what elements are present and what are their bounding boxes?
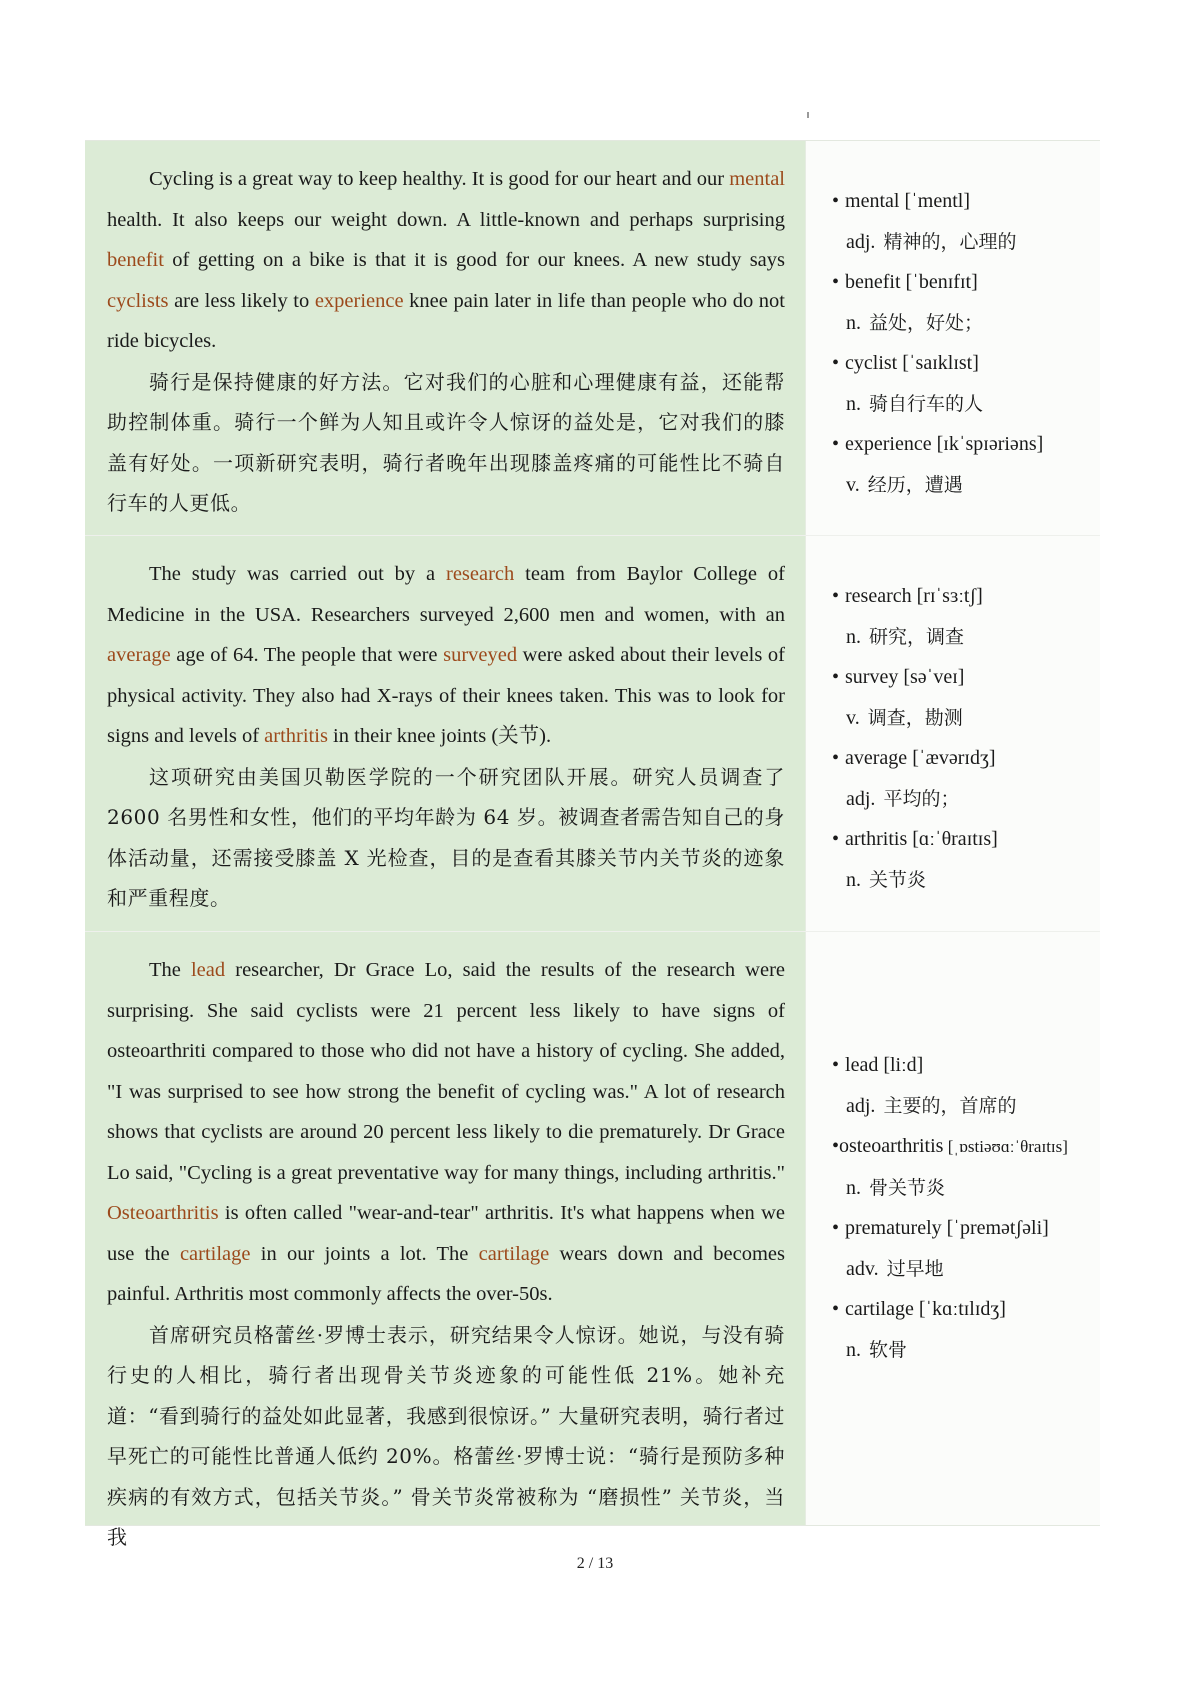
vocab-definition (832, 617, 1090, 658)
vocab-word (832, 1208, 1090, 1249)
vocab-headword: arthritis (845, 828, 908, 850)
section-row (85, 932, 1100, 1549)
vocab-phonetic: [ɪkˈspɪəriəns] (931, 433, 1044, 455)
vocab-phonetic: [rɪˈsɜːtʃ] (911, 585, 983, 607)
chinese-meaning: 调查，勘测 (867, 706, 963, 729)
bullet-icon: • (832, 828, 840, 850)
text-run: wears down and becomes painful. Arthritis most commonly affects the over-50s. (107, 1242, 786, 1305)
vocab-phonetic: [ˈpremətʃəli] (941, 1217, 1049, 1239)
vocab-headword: prematurely (845, 1217, 942, 1239)
highlighted-word: surveyed (443, 644, 518, 666)
bullet-icon: • (832, 666, 840, 688)
bullet-icon: • (832, 433, 840, 455)
text-run: of getting on a bike is that it is good for our knees. A new study says (163, 249, 785, 271)
part-of-speech: adv. (846, 1257, 879, 1280)
text-run: in our joints a lot. The (250, 1242, 479, 1265)
vocab-definition (832, 1086, 1090, 1127)
section-row (85, 536, 1100, 932)
vocab-phonetic: [səˈveɪ] (898, 666, 965, 688)
chinese-meaning: 平均的； (883, 787, 960, 810)
highlighted-word: research (446, 563, 515, 585)
chinese-meaning: 骨关节炎 (869, 1176, 946, 1199)
bullet-icon: • (832, 747, 840, 769)
vocab-word (832, 262, 1090, 303)
highlighted-word: arthritis (264, 725, 328, 747)
vocab-word (832, 576, 1090, 617)
vocabulary-cell (805, 932, 1100, 1525)
part-of-speech: adj. (846, 230, 876, 253)
page-mark (807, 112, 809, 118)
part-of-speech: n. (846, 868, 861, 891)
vocab-word (832, 181, 1090, 222)
vocab-definition (832, 465, 1090, 506)
vocab-definition (832, 779, 1090, 820)
vocab-headword: average (845, 747, 908, 769)
chinese-meaning: 研究，调查 (869, 625, 965, 648)
vocab-definition (832, 1249, 1090, 1290)
text-run: were asked about their levels of physical activity. They also had X-rays of their knees taken. This was to look for signs and levels of (107, 644, 785, 747)
vocab-phonetic: [ˈmentl] (899, 190, 970, 212)
vocab-headword: benefit (845, 271, 901, 293)
text-run: The study was carried out by a (149, 563, 446, 585)
text-run: is often called "wear-and-tear" arthritis. It's what happens when we use the (107, 1202, 785, 1265)
bullet-icon: • (832, 585, 840, 607)
highlighted-word: cartilage (478, 1242, 550, 1265)
vocab-headword: experience (845, 433, 932, 455)
vocabulary-cell (805, 141, 1100, 535)
text-run: team from Baylor College of Medicine in the USA. Researchers surveyed 2,600 men and women, with an (107, 563, 785, 626)
part-of-speech: v. (846, 473, 860, 496)
bullet-icon: • (832, 1217, 840, 1239)
bullet-icon: • (832, 1135, 840, 1157)
chinese-meaning: 精神的，心理的 (883, 230, 1017, 253)
page-number: 2 / 13 (576, 1555, 614, 1572)
vocabulary-cell (805, 536, 1100, 931)
vocab-headword: cartilage (845, 1298, 914, 1320)
vocab-headword: lead (845, 1054, 879, 1076)
passage-cell (85, 932, 805, 1549)
vocab-definition (832, 860, 1090, 901)
bullet-icon: • (832, 1298, 840, 1320)
vocab-phonetic: [ˈævərɪdʒ] (907, 747, 996, 769)
bullet-icon: • (832, 271, 840, 293)
english-paragraph (107, 554, 785, 757)
part-of-speech: n. (846, 392, 861, 415)
chinese-meaning: 益处，好处； (869, 311, 984, 334)
chinese-meaning: 关节炎 (869, 868, 927, 891)
text-run: in their knee joints (关节). (327, 725, 552, 747)
vocab-word (832, 819, 1090, 860)
vocab-headword: mental (845, 190, 900, 212)
vocab-definition (832, 1330, 1090, 1371)
vocab-definition (832, 1168, 1090, 1209)
highlighted-word: cyclists (107, 289, 169, 312)
vocab-phonetic: [ˌɒstiəʊɑːˈθraɪtɪs] (943, 1137, 1068, 1156)
bilingual-reading-table (85, 140, 1100, 1549)
vocab-phonetic: [liːd] (878, 1054, 924, 1076)
vocab-definition (832, 698, 1090, 739)
vocab-word (832, 424, 1090, 465)
highlighted-word: average (107, 644, 171, 666)
section-row (85, 141, 1100, 536)
chinese-meaning: 骑自行车的人 (869, 392, 984, 415)
highlighted-word: Osteoarthritis (107, 1202, 219, 1224)
chinese-meaning: 过早地 (886, 1257, 944, 1280)
chinese-meaning: 主要的，首席的 (883, 1094, 1017, 1117)
highlighted-word: experience (314, 289, 404, 312)
vocab-headword: research (845, 585, 912, 607)
vocab-word (832, 1126, 1090, 1168)
vocab-definition (832, 303, 1090, 344)
vocab-phonetic: [ˈsaɪklɪst] (897, 352, 979, 374)
part-of-speech: n. (846, 1338, 861, 1361)
passage-cell (85, 536, 805, 931)
chinese-paragraph: 骑行是保持健康的好方法。它对我们的心脏和心理健康有益，还能帮助控制体重。骑行一个鲜为人知且或许令人惊讶的益处是，它对我们的膝盖有好处。一项新研究表明，骑行者晚年出现膝盖疼痛的可能性比不骑自行车的人更低。 (107, 369, 785, 515)
text-run: Cycling is a great way to keep healthy. It is good for our heart and our (149, 168, 730, 190)
part-of-speech: n. (846, 311, 861, 334)
vocab-phonetic: [ˈkɑːtɪlɪdʒ] (913, 1298, 1006, 1320)
highlighted-word: benefit (107, 249, 164, 271)
vocab-word (832, 343, 1090, 384)
chinese-meaning: 软骨 (869, 1338, 908, 1361)
chinese-meaning: 经历，遭遇 (867, 473, 963, 496)
part-of-speech: v. (846, 706, 860, 729)
vocab-word (832, 1289, 1090, 1330)
highlighted-word: cartilage (179, 1242, 251, 1265)
bullet-icon: • (832, 190, 840, 212)
text-run: The (149, 959, 191, 981)
vocab-word (832, 738, 1090, 779)
part-of-speech: adj. (846, 787, 876, 810)
text-run: are less likely to (168, 289, 315, 312)
bullet-icon: • (832, 352, 840, 374)
passage-cell (85, 141, 805, 535)
part-of-speech: adj. (846, 1094, 876, 1117)
highlighted-word: mental (729, 168, 785, 190)
text-run: researcher, Dr Grace Lo, said the results of the research were surprising. She said cyclists were 21 percent less likely to have signs of osteoarthriti compared to those who did not have a history of cycling. She added, "I was surprised to see how strong the benefit of cycling was." A lot of research shows that cyclists are around 20 percent less likely to die prematurely. Dr Grace Lo said, "Cycling is a great preventative way for many things, including arthritis." (107, 959, 786, 1184)
vocab-definition (832, 222, 1090, 263)
chinese-paragraph: 这项研究由美国贝勒医学院的一个研究团队开展。研究人员调查了 2600 名男性和女性，他们的平均年龄为 64 岁。被调查者需告知自己的身体活动量，还需接受膝盖 X 光检查，目的是查看其膝关节内关节炎的迹象和严重程度。 (107, 764, 785, 910)
part-of-speech: n. (846, 625, 861, 648)
vocab-headword: osteoarthritis (839, 1135, 944, 1157)
english-paragraph (107, 159, 785, 362)
text-run: health. It also keeps our weight down. A little-known and perhaps surprising (107, 208, 785, 231)
vocab-headword: survey (845, 666, 899, 688)
highlighted-word: lead (190, 959, 226, 981)
bullet-icon: • (832, 1054, 840, 1076)
english-paragraph (107, 950, 785, 1315)
text-run: knee pain later in life than people who do not ride bicycles. (107, 289, 786, 352)
vocab-phonetic: [ɑːˈθraɪtɪs] (907, 828, 998, 850)
vocab-definition (832, 384, 1090, 425)
text-run: age of 64. The people that were (170, 644, 444, 666)
vocab-word (832, 1045, 1090, 1086)
vocab-headword: cyclist (845, 352, 898, 374)
chinese-paragraph: 首席研究员格蕾丝·罗博士表示，研究结果令人惊讶。她说，与没有骑行史的人相比，骑行者出现骨关节炎迹象的可能性低 21%。她补充道：“看到骑行的益处如此显著，我感到很惊讶。” 大量研究表明，骑行者过早死亡的可能性比普通人低约 20%。格蕾丝·罗博士说：“骑行是预防多种疾病的有效方式，包括关节炎。” 骨关节炎常被称为 “磨损性” 关节炎，当我 (107, 1322, 785, 1549)
vocab-phonetic: [ˈbenɪfɪt] (900, 271, 978, 293)
part-of-speech: n. (846, 1176, 861, 1199)
vocab-word (832, 657, 1090, 698)
